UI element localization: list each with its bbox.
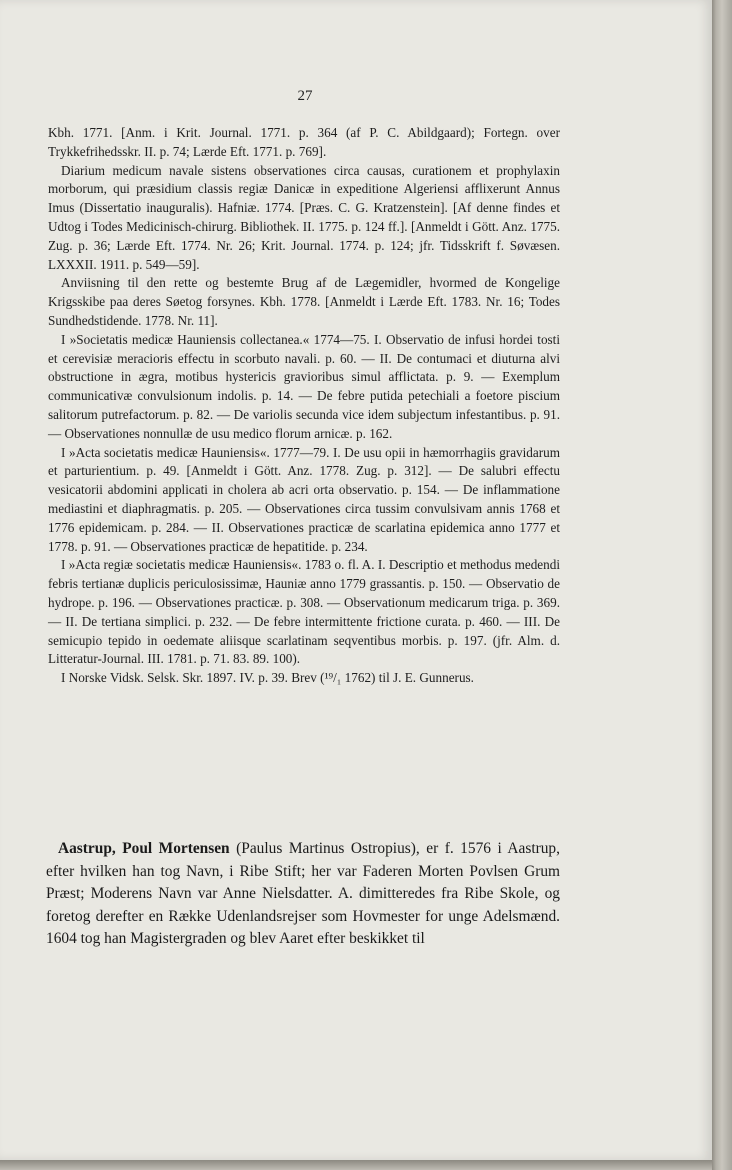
biography-paragraph [46, 838, 560, 951]
bibliography-section [48, 124, 560, 688]
page-bottom-shadow [0, 1160, 712, 1170]
bibliography-entry: I »Acta regiæ societatis medicæ Hauniensis«. 1783 o. fl. A. I. Descriptio et methodus medendi febris tertianæ duplicis periculosissimæ, Hauniæ anno 1779 grassantis. p. 150. — Observatio de hydrope. p. 196. — Observationes practicæ. p. 308. — Observationum medicarum triga. p. 369. — II. De tertiana simplici. p. 232. — De febre intermittente frictione curata. p. 460. — III. De semicupio tepido in oedemate aliisque scarlatinam seqventibus morbis. p. 197. (jfr. Alm. d. Litteratur-Journal. III. 1781. p. 71. 83. 89. 100). [48, 557, 560, 667]
bibliography-entry: I »Societatis medicæ Hauniensis collectanea.« 1774—75. I. Observatio de infusi hordei tosti et cerevisiæ meracioris effectu in scorbuto navali. p. 60. — II. De contumaci et diuturna alvi obstructione in ægra, motibus hystericis gravioribus simul afflictata. p. 9. — Exemplum communicativæ convulsionum indolis. p. 14. — De febre putida petechiali a foetore piscium salitorum putrefactorum. p. 82. — De variolis secunda vice idem subjectum infestantibus. p. 91. — Observationes nonnullæ de usu medico florum arnicæ. p. 162. [48, 331, 560, 441]
bibliography-entry: Kbh. 1771. [Anm. i Krit. Journal. 1771. p. 364 (af P. C. Abildgaard); Fortegn. over Trykkefrihedsskr. II. p. 74; Lærde Eft. 1771. p. 769]. [48, 125, 560, 159]
bibliography-entry: I »Acta societatis medicæ Hauniensis«. 1777—79. I. De usu opii in hæmorrhagiis gravidarum et parturientium. p. 49. [Anmeldt i Gött. Anz. 1778. Zug. p. 312]. — De salubri effectu vesicatorii abdomini applicati in cholera ab acri orta observatio. p. 154. — De inflammatione mediastini et diaphragmatis. p. 205. — Observationes circa tussim convulsivam annis 1768 et 1776 epidemicam. p. 284. — II. Observationes practicæ de scarlatina epidemica anno 1777 et 1778. p. 91. — Observationes practicæ de hepatitide. p. 234. [48, 444, 560, 554]
biography-section [46, 838, 560, 951]
page-number: 27 [297, 88, 313, 104]
bibliography-entry: I Norske Vidsk. Selsk. Skr. 1897. IV. p. 39. Brev (¹⁹/₁ 1762) til J. E. Gunnerus. [61, 670, 474, 686]
bibliography-entry: Anviisning til den rette og bestemte Brug af de Lægemidler, hvormed de Kongelige Krigsskibe paa deres Søetog forsynes. Kbh. 1778. [Anmeldt i Lærde Eft. 1783. Nr. 16; Todes Sundhedstidende. 1778. Nr. 11]. [48, 275, 560, 328]
biography-text: (Paulus Martinus Ostropius), er f. 1576 i Aastrup, efter hvilken han tog Navn, i Ribe Stift; her var Faderen Morten Povlsen Grum Præst; Moderens Navn var Anne Nielsdatter. A. dimitteredes fra Ribe Skole, og foretog derefter en Række Udenlandsrejser som Hovmester for unge Adelsmænd. 1604 tog han Magistergraden og blev Aaret efter beskikket til [46, 840, 560, 948]
bibliography-entry: Diarium medicum navale sistens observationes circa causas, curationem et prophylaxin morborum, qui præsidium classis regiæ Danicæ in expeditione Algeriensi afflixerunt Annus Imus (Dissertatio inauguralis). Hafniæ. 1774. [Præs. C. G. Kratzenstein]. [Af denne findes et Udtog i Todes Medicinisch-chirurg. Bibliothek. II. 1775. p. 124 ff.]. [Anmeldt i Gött. Anz. 1775. Zug. p. 36; Lærde Eft. 1774. Nr. 26; Krit. Journal. 1774. p. 124; jfr. Tidsskrift f. Søvæsen. LXXXII. 1911. p. 549—59]. [48, 162, 560, 272]
biography-headword: Aastrup, Poul Mortensen [58, 840, 230, 857]
book-binding-edge [712, 0, 732, 1170]
